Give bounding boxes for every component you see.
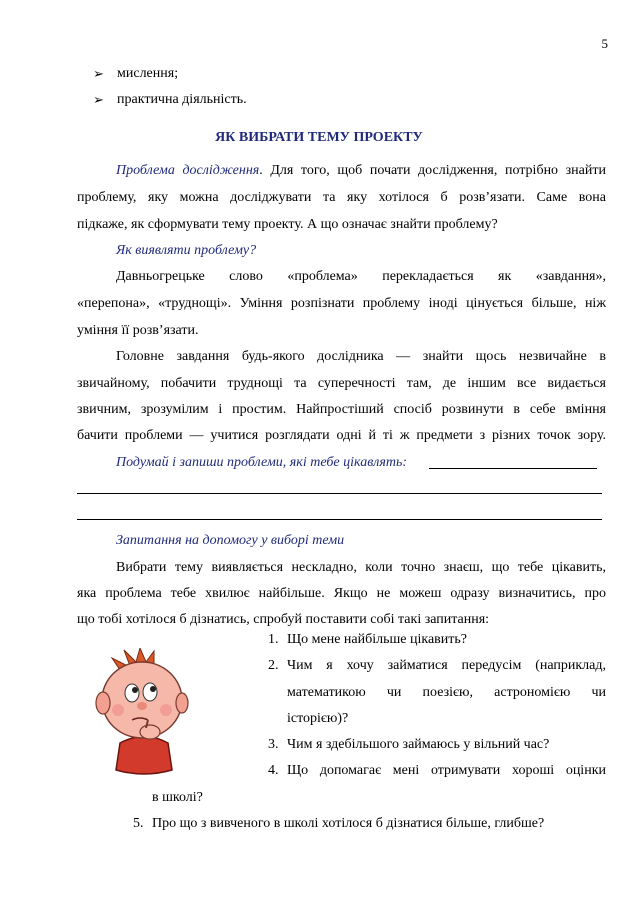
bullet-text: мислення; <box>117 66 179 81</box>
question-number: 5. <box>133 816 144 831</box>
question-text: Чим я хочу займатися передусім (наприклад, <box>287 658 606 673</box>
arrow-bullet-icon: ➢ <box>93 92 104 107</box>
paragraph-line: звичайному, побачити труднощі та суперечності там, де іншим все видається <box>77 376 606 391</box>
paragraph-line: проблему, яку можна досліджувати та яку хотілося б розв’язати. Саме вона <box>77 190 606 205</box>
question-text: Чим я здебільшого займаюсь у вільний час? <box>287 737 550 752</box>
paragraph-line: «перепона», «труднощі». Уміння розпізнати проблему іноді цінується більше, ніж <box>77 296 606 311</box>
paragraph-line: звичним, зрозумілим і простим. Найпростіший спосіб розвинути в себе вміння <box>77 402 606 417</box>
paragraph-line: Давньогрецьке слово «проблема» перекладається як «завдання», <box>116 269 606 284</box>
section-heading: ЯК ВИБРАТИ ТЕМУ ПРОЕКТУ <box>215 130 423 145</box>
paragraph-line: що тобі хотілося б дізнатись, спробуй поставити собі такі запитання: <box>77 612 490 627</box>
answer-blank-line[interactable] <box>77 519 602 520</box>
question-number: 4. <box>268 763 279 778</box>
thinking-boy-illustration <box>90 648 200 778</box>
arrow-bullet-icon: ➢ <box>93 66 104 81</box>
text-span: . Для того, щоб почати дослідження, потрібно знайти <box>259 163 606 178</box>
question-number: 2. <box>268 658 279 673</box>
question-text-continued: історією)? <box>287 711 349 726</box>
subheading-question: Як виявляти проблему? <box>116 243 257 258</box>
question-text: Про що з вивченого в школі хотілося б дізнатися більше, глибше? <box>152 816 545 831</box>
bullet-text: практична діяльність. <box>117 92 247 107</box>
paragraph-line: Вибрати тему виявляється нескладно, коли точно знаєш, що тебе цікавить, <box>116 560 606 575</box>
paragraph-line: Головне завдання будь-якого дослідника — знайти щось незвичайне в <box>116 349 606 364</box>
paragraph-line: бачити проблеми — учитися розглядати одні й ті ж предмети з різних точок зору. <box>77 428 606 443</box>
question-text-continued: в школі? <box>152 790 203 805</box>
paragraph-line: підкаже, як сформувати тему проекту. А що означає знайти проблему? <box>77 217 498 232</box>
paragraph-line: уміння її розв’язати. <box>77 323 199 338</box>
question-number: 1. <box>268 632 279 647</box>
paragraph-line: яка проблема тебе хвилює найбільше. Якщо не можеш одразу визначитись, про <box>77 586 606 601</box>
subheading-questions: Запитання на допомогу у виборі теми <box>116 533 345 548</box>
answer-blank-line[interactable] <box>77 493 602 494</box>
task-prompt: Подумай і запиши проблеми, які тебе цікавлять: <box>116 455 408 470</box>
answer-blank-line[interactable] <box>429 468 597 469</box>
paragraph-line <box>116 162 606 179</box>
question-number: 3. <box>268 737 279 752</box>
question-text: Що мене найбільше цікавить? <box>287 632 467 647</box>
page-number: 5 <box>601 36 608 51</box>
term-italic: Проблема дослідження <box>116 163 260 178</box>
question-text: Що допомагає мені отримувати хороші оцінки <box>287 763 606 778</box>
question-text-continued: математикою чи поезією, астрономією чи <box>287 685 606 700</box>
